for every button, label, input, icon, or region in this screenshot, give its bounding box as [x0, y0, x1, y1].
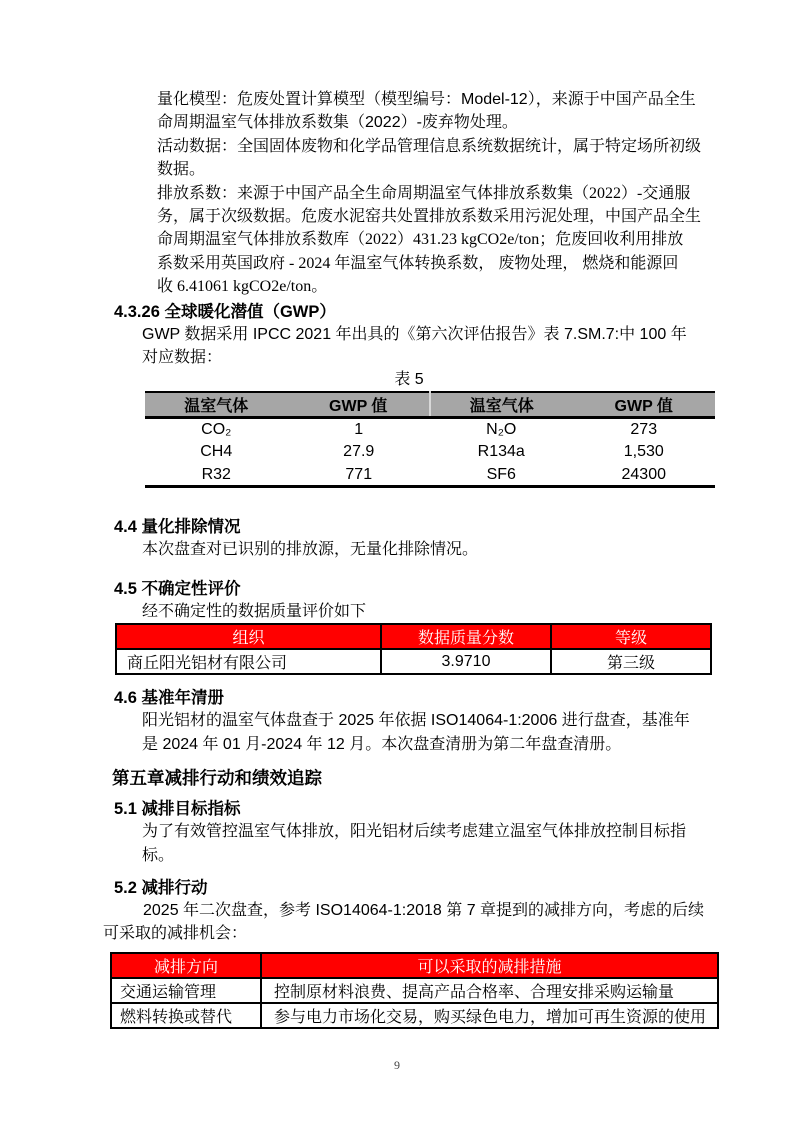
section-body-5-1: [142, 820, 715, 867]
cell: 273: [630, 421, 658, 439]
header-cell: 组织: [116, 624, 381, 649]
paragraph-line: 排放系数：来源于中国产品全生命周期温室气体排放系数集（2022）-交通服: [157, 184, 691, 202]
paragraph-line: 务，属于次级数据。危废水泥窑共处置排放系数采用污泥处理，中国产品全生: [157, 208, 702, 226]
paragraph-line: 为了有效管控温室气体排放，阳光铝材后续考虑建立温室气体排放控制目标指: [142, 823, 687, 841]
header-cell: GWP 值: [573, 392, 716, 418]
paragraph-line: 数据。: [157, 161, 206, 179]
paragraph-line: 经不确定性的数据质量评价如下: [142, 602, 367, 620]
section-heading-5-1: 5.1 减排目标指标: [114, 800, 241, 819]
cell: 第三级: [551, 649, 711, 674]
chapter-heading-5: 第五章减排行动和绩效追踪: [112, 768, 322, 789]
table-row: [111, 978, 718, 1003]
header-cell: GWP 值: [288, 392, 431, 418]
cell: R134a: [477, 443, 525, 461]
reduction-actions-table: [110, 952, 719, 1029]
paragraph-line: 收 6.41061 kgCO2e/ton。: [157, 278, 328, 296]
cell: 控制原材料浪费、提高产品合格率、合理安排采购运输量: [261, 978, 718, 1003]
cell: CO₂: [201, 421, 232, 439]
paragraph-line: 活动数据：全国固体废物和化学品管理信息系统数据统计，属于特定场所初级: [157, 137, 702, 155]
table-row: [145, 418, 715, 441]
paragraph-line: 系数采用英国政府 - 2024 年温室气体转换系数， 废物处理， 燃烧和能源回: [157, 254, 679, 272]
table-row: [116, 649, 711, 674]
cell: 24300: [573, 464, 716, 487]
table-header-row: [145, 392, 715, 418]
cell: N₂O: [486, 421, 517, 439]
table5-caption: 表 5: [394, 371, 424, 389]
section-body-4-3-26: [142, 323, 715, 370]
cell: 参与电力市场化交易，购买绿色电力，增加可再生资源的使用: [261, 1003, 718, 1028]
uncertainty-table: [115, 623, 712, 675]
paragraph-line: 阳光铝材的温室气体盘查于 2025 年依据 ISO14064-1:2006 进行盘查，基准年: [142, 712, 690, 730]
paragraph-line: 命周期温室气体排放系数集（2022）-废弃物处理。: [157, 114, 518, 132]
paragraph-line: 命周期温室气体排放系数库（2022）431.23 kgCO2e/ton；危废回收利用排放: [157, 231, 684, 249]
section-heading-4-4: 4.4 量化排除情况: [114, 518, 241, 537]
page-number: 9: [394, 1058, 400, 1072]
table-header-row: [111, 953, 718, 978]
cell: 27.9: [343, 443, 375, 461]
intro-paragraphs: [157, 88, 715, 299]
section-heading-4-5: 4.5 不确定性评价: [114, 579, 241, 598]
paragraph-line: 本次盘查对已识别的排放源，无量化排除情况。: [142, 541, 479, 559]
header-cell: 减排方向: [111, 953, 261, 978]
section-heading-5-2: 5.2 减排行动: [114, 878, 208, 897]
section-body-5-2: [103, 899, 715, 946]
header-cell: 等级: [551, 624, 711, 649]
section-body-4-6: [142, 709, 715, 756]
cell: 3.9710: [381, 649, 551, 674]
paragraph-line: 2025 年二次盘查，参考 ISO14064-1:2018 第 7 章提到的减排方向，考虑的后续: [143, 901, 705, 919]
cell: 771: [288, 464, 431, 487]
paragraph-line: 量化模型：危废处置计算模型（模型编号：Model-12），来源于中国产品全生: [157, 91, 696, 108]
section-heading-4-6: 4.6 基准年清册: [114, 689, 225, 708]
cell: SF6: [430, 464, 573, 487]
gwp-table: [145, 391, 715, 488]
table-header-row: [116, 624, 711, 649]
paragraph-line: GWP 数据采用 IPCC 2021 年出具的《第六次评估报告》表 7.SM.7:中 100 年: [142, 325, 687, 343]
section-body-4-5: [142, 600, 715, 623]
paragraph-line: 可采取的减排机会：: [103, 925, 248, 943]
header-cell: 温室气体: [430, 392, 573, 418]
section-heading-4-3-26: 4.3.26 全球暖化潜值（GWP）: [114, 302, 336, 321]
table-row: [145, 464, 715, 487]
cell: 交通运输管理: [111, 978, 261, 1003]
section-body-4-4: [142, 538, 715, 561]
table-row: [145, 441, 715, 464]
cell: CH4: [200, 443, 233, 461]
header-cell: 数据质量分数: [381, 624, 551, 649]
paragraph-line: 对应数据：: [142, 349, 223, 367]
cell: 商丘阳光铝材有限公司: [116, 649, 381, 674]
cell: 1: [354, 421, 364, 439]
cell: 燃料转换或替代: [111, 1003, 261, 1028]
paragraph-line: 是 2024 年 01 月-2024 年 12 月。本次盘查清册为第二年盘查清册。: [142, 735, 622, 753]
header-cell: 可以采取的减排措施: [261, 953, 718, 978]
paragraph-line: 标。: [142, 846, 175, 864]
cell: R32: [145, 464, 288, 487]
cell: 1,530: [623, 443, 664, 461]
table-row: [111, 1003, 718, 1028]
header-cell: 温室气体: [145, 392, 288, 418]
